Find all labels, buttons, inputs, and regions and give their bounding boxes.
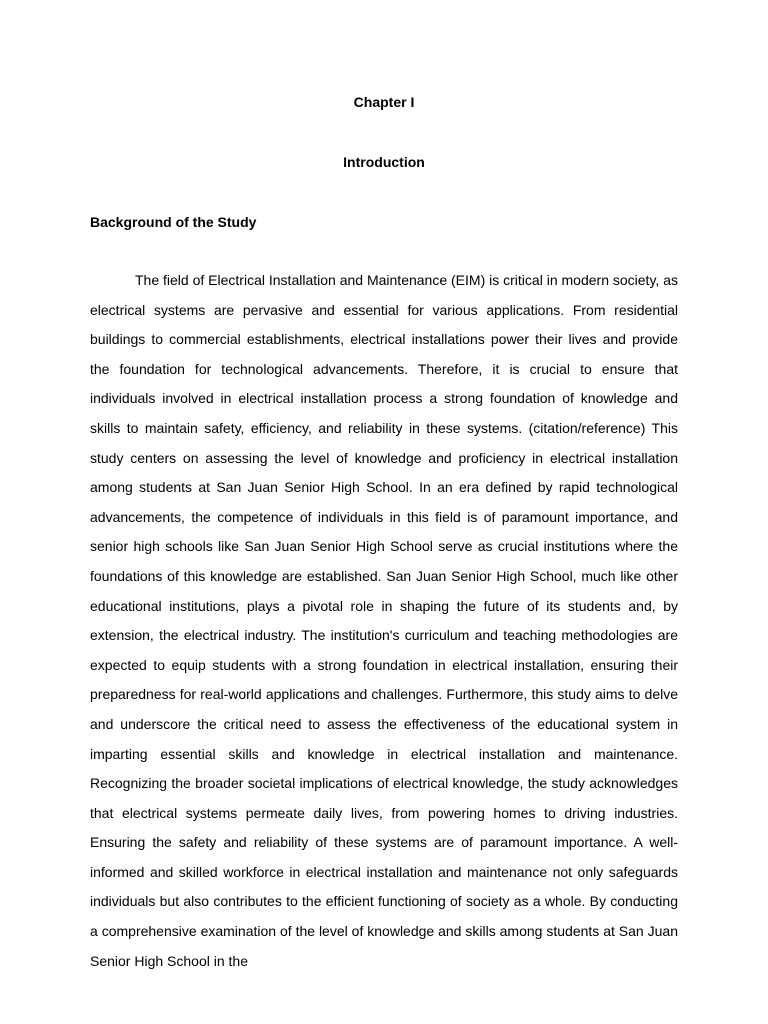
chapter-label: Chapter I	[353, 94, 415, 110]
chapter-title: Introduction	[343, 154, 425, 170]
body-paragraph: The field of Electrical Installation and Maintenance (EIM) is critical in modern society, as electrical systems are pervasive and essential for various applications. From residential buildings to commercial establishments, electrical installations power their lives and provide the foundation for technological advancements. Therefore, it is crucial to ensure that individuals involved in electrical installation process a strong foundation of knowledge and skills to maintain safety, efficiency, and reliability in these systems. (citation/reference) This study centers on assessing the level of knowledge and proficiency in electrical installation among students at San Juan Senior High School. In an era defined by rapid technological advancements, the competence of individuals in this field is of paramount importance, and senior high schools like San Juan Senior High School serve as crucial institutions where the foundations of this knowledge are established. San Juan Senior High School, much like other educational institutions, plays a pivotal role in shaping the future of its students and, by extension, the electrical industry. The institution's curriculum and teaching methodologies are expected to equip students with a strong foundation in electrical installation, ensuring their preparedness for real-world applications and challenges. Furthermore, this study aims to delve and underscore the critical need to assess the effectiveness of the educational system in imparting essential skills and knowledge in electrical installation and maintenance. Recognizing the broader societal implications of electrical knowledge, the study acknowledges that electrical systems permeate daily lives, from powering homes to driving industries. Ensuring the safety and reliability of these systems are of paramount importance. A well-informed and skilled workforce in electrical installation and maintenance not only safeguards individuals but also contributes to the efficient functioning of society as a whole. By conducting a comprehensive examination of the level of knowledge and skills among students at San Juan Senior High School in the	[90, 272, 678, 969]
section-heading: Background of the Study	[90, 214, 257, 230]
